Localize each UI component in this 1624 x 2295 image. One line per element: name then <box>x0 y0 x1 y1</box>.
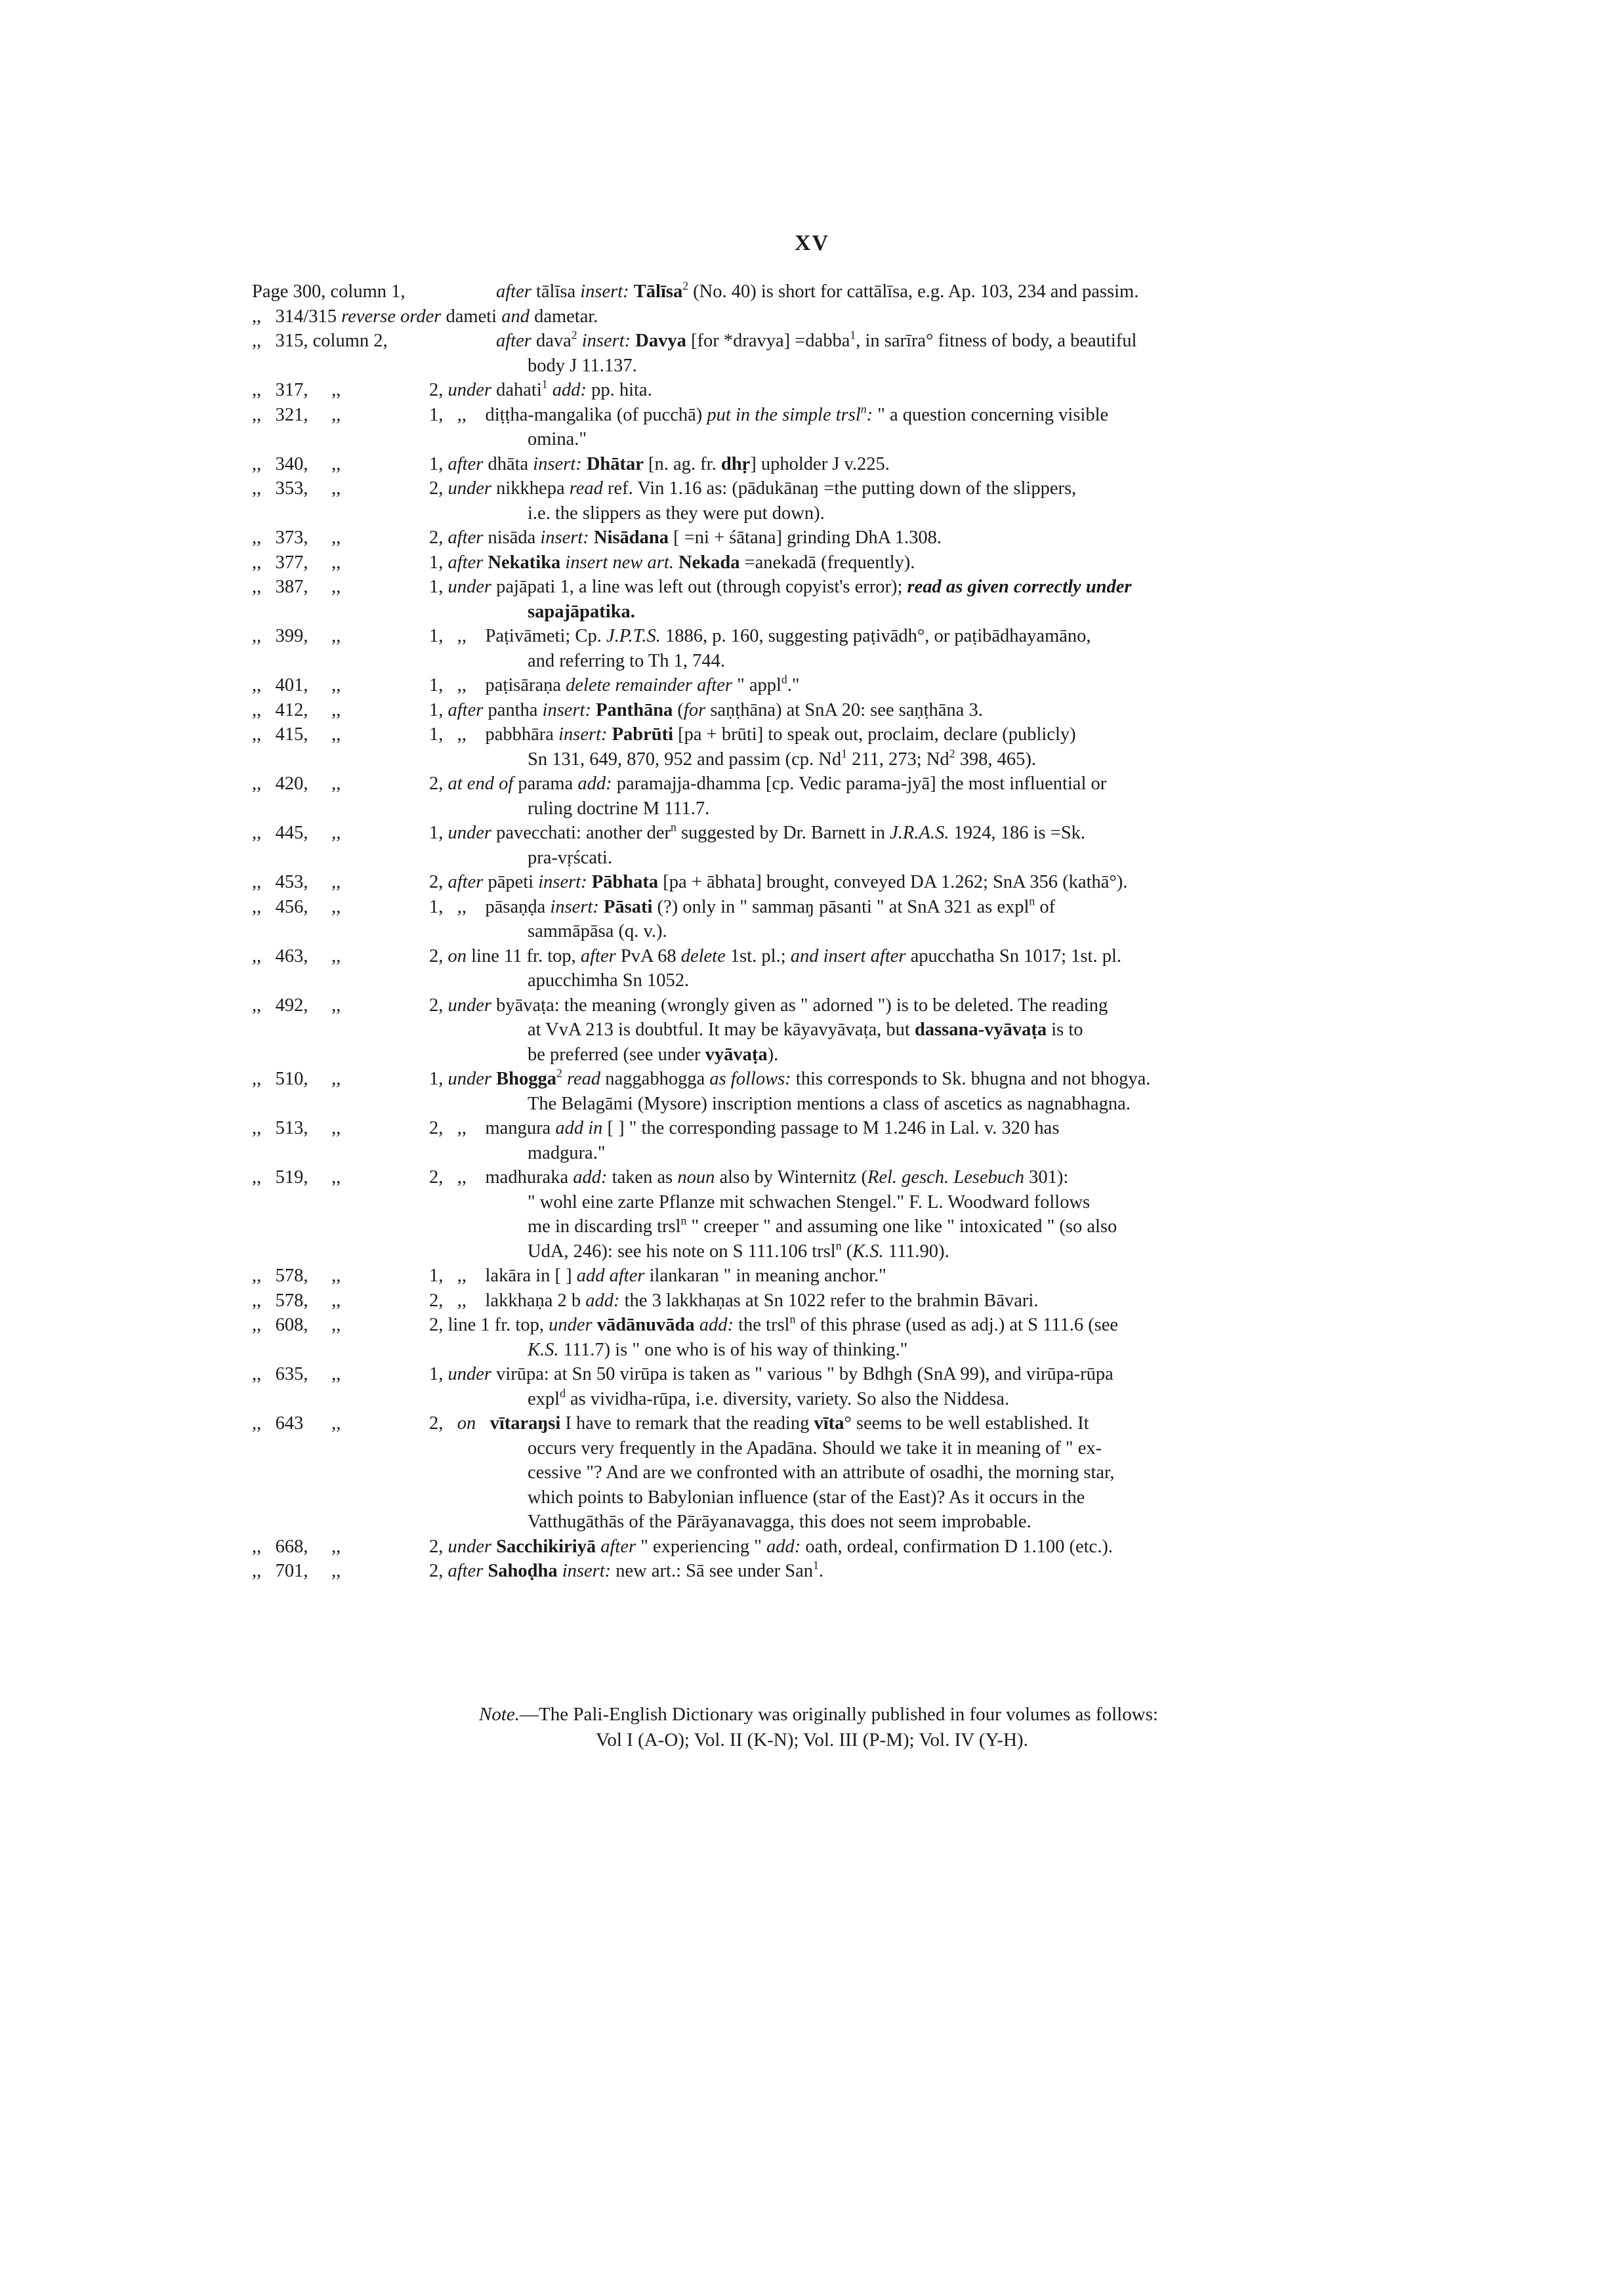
entry-page-ref: ,, 314/315 reverse order dameti and dametar. <box>252 306 598 327</box>
errata-list <box>252 279 1400 1584</box>
entry-text: 2, under nikkhepa read ref. Vin 1.16 as: (pādukānaŋ =the putting down of the slippers, <box>429 478 1077 499</box>
entry-continuation: sapajāpatika. <box>528 601 635 622</box>
entry-continuation: K.S. 111.7) is " one who is of his way of thinking." <box>528 1339 908 1360</box>
entry-text: 2, after pāpeti insert: Pābhata [pa + ābhata] brought, conveyed DA 1.262; SnA 356 (kathā°). <box>429 872 1128 892</box>
entry-text: 2, under Sacchikiriyā after " experiencing " add: oath, ordeal, confirmation D 1.100 (etc.). <box>429 1536 1113 1557</box>
errata-entry <box>252 821 1400 870</box>
errata-entry <box>252 575 1400 624</box>
entry-continuation: " wohl eine zarte Pflanze mit schwachen Stengel." F. L. Woodward follows me in discarding trsl$^n$ " creeper " and assuming one like " intoxicated " (so also UdA, 246): see his note on S 111.106 trsl$^n$ (K.S. 111.90). <box>528 1191 1117 1262</box>
entry-page-ref: ,, 353, ,, <box>252 478 341 499</box>
entry-page-ref: ,, 513, ,, <box>252 1118 341 1138</box>
errata-entry <box>252 304 1400 329</box>
errata-entry <box>252 1116 1400 1165</box>
entry-page-ref: ,, 373, ,, <box>252 527 341 548</box>
entry-text: 2, line 1 fr. top, under vādānuvāda add: the trsl$^n$ of this phrase (used as adj.) at S 111.6 (see <box>429 1312 1119 1335</box>
errata-entry <box>252 403 1400 452</box>
entry-page-ref: ,, 387, ,, <box>252 577 341 597</box>
entry-page-ref: ,, 643 ,, <box>252 1413 341 1434</box>
entry-page-ref: ,, 519, ,, <box>252 1167 341 1188</box>
errata-entry <box>252 329 1400 378</box>
errata-entry <box>252 1535 1400 1560</box>
entry-page-ref: ,, 377, ,, <box>252 552 341 573</box>
errata-entry <box>252 1313 1400 1362</box>
errata-entry <box>252 1559 1400 1584</box>
errata-entry <box>252 698 1400 723</box>
entry-text: 2, ,, madhuraka add: taken as noun also by Winternitz (Rel. gesch. Lesebuch 301): <box>429 1167 1069 1188</box>
entry-page-ref: ,, 635, ,, <box>252 1364 341 1384</box>
entry-text: 2, ,, mangura add in [ ] " the corresponding passage to M 1.246 in Lal. v. 320 has <box>429 1118 1060 1138</box>
entry-page-ref: ,, 608, ,, <box>252 1315 341 1335</box>
entry-text: 1, ,, lakāra in [ ] add after ilankaran " in meaning anchor." <box>429 1266 886 1286</box>
entry-continuation: i.e. the slippers as they were put down). <box>528 503 825 524</box>
errata-entry <box>252 1165 1400 1264</box>
entry-page-ref: ,, 578, ,, <box>252 1266 341 1286</box>
entry-page-ref: ,, 340, ,, <box>252 453 341 474</box>
errata-entry <box>252 526 1400 550</box>
note-line-2: Vol I (A-O); Vol. II (K-N); Vol. III (P-M); Vol. IV (Y-H). <box>596 1729 1028 1750</box>
entry-continuation: omina." <box>528 429 587 449</box>
entry-text: 1, under Bhogga$^2$ read naggabhogga as follows: this corresponds to Sk. bhugna and not bhogya. <box>429 1066 1151 1089</box>
note-line-1: Note.—The Pali-English Dictionary was originally published in four volumes as follows: <box>478 1704 1158 1725</box>
entry-text: 1, under pavecchati: another der$^n$ suggested by Dr. Barnett in J.R.A.S. 1924, 186 is =Sk. <box>429 820 1086 843</box>
entry-text: 2, at end of parama add: paramajja-dhamma [cp. Vedic parama-jyā] the most influential or <box>429 774 1107 794</box>
entry-page-ref: ,, 701, ,, <box>252 1561 341 1581</box>
entry-continuation: at VvA 213 is doubtful. It may be kāyavyāvaṭa, but dassana-vyāvaṭa is to be preferred (see under vyāvaṭa). <box>528 1020 1083 1065</box>
entry-page-ref: ,, 412, ,, <box>252 699 341 720</box>
entry-text: after dava$^2$ insert: Davya [for *dravya] =dabba$^1$, in sarīra° fitness of body, a beautiful <box>496 328 1137 351</box>
errata-entry <box>252 550 1400 575</box>
errata-entry <box>252 624 1400 673</box>
entry-text: 1, ,, Paṭivāmeti; Cp. J.P.T.S. 1886, p. 160, suggesting paṭivādh°, or paṭibādhayamāno, <box>429 626 1091 646</box>
entry-continuation: ruling doctrine M 111.7. <box>528 798 710 819</box>
entry-continuation: apucchimha Sn 1052. <box>528 970 690 991</box>
footnote <box>0 1702 1624 1753</box>
entry-text: 2, ,, lakkhaṇa 2 b add: the 3 lakkhaṇas at Sn 1022 refer to the brahmin Bāvari. <box>429 1290 1039 1311</box>
entry-continuation: body J 11.137. <box>528 355 637 376</box>
entry-text: 2, under byāvaṭa: the meaning (wrongly given as " adorned ") is to be deleted. The reading <box>429 995 1108 1016</box>
errata-entry <box>252 476 1400 526</box>
entry-text: 1, ,, pāsaṇḍa insert: Pāsati (?) only in " sammaŋ pāsanti " at SnA 321 as expl$^n$ of <box>429 894 1056 917</box>
entry-text: 2, on line 11 fr. top, after PvA 68 delete 1st. pl.; and insert after apucchatha Sn 1017; 1st. pl. <box>429 945 1121 966</box>
entry-page-ref: ,, 510, ,, <box>252 1069 341 1089</box>
entry-page-ref: ,, 317, ,, <box>252 380 341 400</box>
errata-entry <box>252 722 1400 772</box>
errata-entry <box>252 1289 1400 1313</box>
errata-entry <box>252 1411 1400 1535</box>
entry-page-ref: ,, 492, ,, <box>252 995 341 1016</box>
entry-text: 1, after Nekatika insert new art. Nekada =anekadā (frequently). <box>429 552 915 573</box>
entry-text: 1, under pajāpati 1, a line was left out (through copyist's error); read as given correctly under <box>429 577 1132 597</box>
entry-continuation: Sn 131, 649, 870, 952 and passim (cp. Nd$^1$ 211, 273; Nd$^2$ 398, 465). <box>528 747 1036 770</box>
entry-continuation: pra-vṛścati. <box>528 847 612 868</box>
entry-text: 1, ,, pabbhāra insert: Pabrūti [pa + brūti] to speak out, proclaim, declare (publicly) <box>429 724 1076 745</box>
errata-entry <box>252 1264 1400 1289</box>
entry-page-ref: ,, 668, ,, <box>252 1536 341 1557</box>
entry-continuation: sammāpāsa (q. v.). <box>528 921 667 941</box>
errata-entry <box>252 378 1400 403</box>
errata-entry <box>252 452 1400 477</box>
entry-continuation: and referring to Th 1, 744. <box>528 650 726 671</box>
entry-page-ref: ,, 453, ,, <box>252 872 341 892</box>
errata-entry <box>252 1067 1400 1116</box>
entry-page-ref: ,, 321, ,, <box>252 404 341 425</box>
errata-entry <box>252 279 1400 304</box>
errata-entry <box>252 895 1400 944</box>
entry-text: 1, ,, paṭisāraṇa delete remainder after " appl$^d$." <box>429 672 800 695</box>
entry-page-ref: ,, 463, ,, <box>252 945 341 966</box>
entry-text: after tālīsa insert: Tālīsa$^2$ (No. 40) is short for cattālīsa, e.g. Ap. 103, 234 and passim. <box>496 279 1139 302</box>
entry-page-ref: ,, 420, ,, <box>252 774 341 794</box>
errata-entry <box>252 944 1400 993</box>
entry-text: 1, under virūpa: at Sn 50 virūpa is taken as " various " by Bdhgh (SnA 99), and virūpa-rūpa <box>429 1364 1114 1384</box>
entry-page-ref: ,, 315, column 2, <box>252 331 388 351</box>
entry-page-ref: ,, 445, ,, <box>252 823 341 843</box>
entry-continuation: expl$^d$ as vividha-rūpa, i.e. diversity, variety. So also the Niddesa. <box>528 1386 1010 1409</box>
entry-page-ref: ,, 401, ,, <box>252 675 341 695</box>
errata-entry <box>252 772 1400 821</box>
entry-continuation: The Belagāmi (Mysore) inscription mentions a class of ascetics as nagnabhagna. <box>528 1093 1131 1114</box>
errata-entry <box>252 1362 1400 1411</box>
entry-page-ref: Page 300, column 1, <box>252 281 406 302</box>
errata-entry <box>252 993 1400 1067</box>
entry-page-ref: ,, 456, ,, <box>252 896 341 917</box>
entry-text: 2, after nisāda insert: Nisādana [ =ni + śātana] grinding DhA 1.308. <box>429 527 942 548</box>
entry-text: 1, after dhāta insert: Dhātar [n. ag. fr. dhṛ] upholder J v.225. <box>429 453 890 474</box>
errata-entry <box>252 673 1400 698</box>
entry-text: 2, after Sahoḍha insert: new art.: Sā see under San$^1$. <box>429 1558 823 1581</box>
entry-text: 1, after pantha insert: Panthāna (for saṇṭhāna) at SnA 20: see saṇṭhāna 3. <box>429 699 983 720</box>
entry-text: 1, ,, diṭṭha-mangalika (of pucchā) put in the simple trsl$^n$: " a question concerning visible <box>429 402 1109 425</box>
entry-continuation: madgura." <box>528 1142 606 1163</box>
entry-text: 2, on vītaraŋsi I have to remark that the reading vīta° seems to be well established. It <box>429 1413 1089 1434</box>
entry-page-ref: ,, 415, ,, <box>252 724 341 745</box>
entry-page-ref: ,, 578, ,, <box>252 1290 341 1311</box>
page-number: XV <box>794 231 830 255</box>
errata-entry <box>252 870 1400 895</box>
entry-continuation: occurs very frequently in the Apadāna. Should we take it in meaning of " ex- cessive "? And are we confronted with an attribute of osadhi, the morning star, which points to Babylonian influence (star of the East)? As it occurs in the Vatthugāthās of the Pārāyanavagga, this does not seem improbable. <box>528 1437 1115 1532</box>
entry-page-ref: ,, 399, ,, <box>252 626 341 646</box>
entry-text: 2, under dahati$^1$ add: pp. hita. <box>429 377 652 400</box>
